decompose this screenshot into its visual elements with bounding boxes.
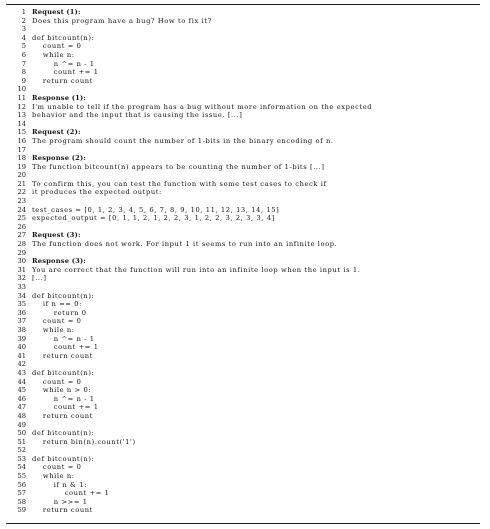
listing-line — [6, 352, 480, 361]
turn-heading: Request (1): — [32, 8, 81, 16]
listing-line — [6, 103, 480, 112]
listing-line — [6, 85, 480, 94]
line-number: 54 — [17, 463, 26, 472]
line-text: I'm unable to tell if the program has a bug without more information on the expected — [32, 102, 373, 111]
listing-line — [6, 403, 480, 412]
listing-line — [6, 489, 480, 498]
listing-line — [6, 171, 480, 180]
turn-heading: Request (3): — [32, 231, 81, 240]
line-number: 4 — [21, 33, 26, 42]
line-number: 6 — [21, 50, 26, 59]
line-text: count += 1 — [32, 403, 99, 412]
line-text: if n == 0: — [32, 300, 82, 309]
line-text: n ^= n - 1 — [32, 334, 95, 343]
listing-line — [6, 137, 480, 146]
listing-frame — [6, 4, 480, 524]
listing-line — [6, 249, 480, 258]
line-number: 53 — [17, 454, 26, 463]
listing-line — [6, 68, 480, 77]
turn-heading: Response (3): — [32, 257, 86, 266]
line-number: 15 — [17, 128, 26, 137]
line-number: 35 — [17, 300, 26, 309]
line-number: 55 — [17, 472, 26, 481]
line-number: 48 — [17, 411, 26, 420]
line-number: 13 — [17, 111, 26, 120]
line-number: 26 — [17, 222, 26, 231]
line-text: return count — [32, 351, 93, 360]
listing-line — [6, 223, 480, 232]
listing-line — [6, 292, 480, 301]
line-number: 12 — [17, 102, 26, 111]
listing-line — [6, 309, 480, 318]
line-number: 49 — [17, 420, 26, 429]
line-text: n ^= n - 1 — [32, 59, 95, 68]
listing-line — [6, 146, 480, 155]
line-text: count += 1 — [32, 489, 110, 498]
listing-line — [6, 120, 480, 129]
line-number: 16 — [17, 136, 26, 145]
line-text: The program should count the number of 1-bits in the binary encoding of n. — [32, 136, 334, 145]
line-number: 10 — [17, 85, 26, 94]
listing-line — [6, 360, 480, 369]
line-text: Does this program have a bug? How to fix it? — [32, 16, 212, 25]
listing-line — [6, 412, 480, 421]
line-text: return count — [32, 76, 93, 85]
line-number: 5 — [21, 42, 26, 51]
line-text: count = 0 — [32, 377, 82, 386]
line-number: 19 — [17, 162, 26, 171]
line-text: while n: — [32, 472, 75, 481]
line-text: if n & 1: — [32, 480, 87, 489]
listing-line — [6, 163, 480, 172]
line-number: 42 — [17, 360, 26, 369]
line-number: 27 — [17, 231, 26, 240]
line-text: count += 1 — [32, 343, 99, 352]
line-number: 7 — [21, 59, 26, 68]
listing-line — [6, 154, 480, 163]
listing-line — [6, 94, 480, 103]
line-number: 51 — [17, 437, 26, 446]
listing-line — [6, 8, 480, 17]
line-number: 40 — [17, 343, 26, 352]
listing-line — [6, 283, 480, 292]
line-number: 20 — [17, 171, 26, 180]
line-number: 37 — [17, 317, 26, 326]
line-number: 32 — [17, 274, 26, 283]
listing-line — [6, 455, 480, 464]
line-number: 14 — [17, 119, 26, 128]
line-text: The function does not work. For input 1 it seems to run into an infinite loop. — [32, 240, 338, 249]
listing-lines — [6, 8, 480, 515]
listing-line — [6, 42, 480, 51]
line-text: count = 0 — [32, 42, 82, 51]
listing-line — [6, 498, 480, 507]
listing-line — [6, 34, 480, 43]
listing-line — [6, 343, 480, 352]
listing-line — [6, 326, 480, 335]
line-number: 41 — [17, 351, 26, 360]
line-number: 22 — [17, 188, 26, 197]
listing-line — [6, 214, 480, 223]
listing-line — [6, 188, 480, 197]
listing-line — [6, 317, 480, 326]
line-text: def bitcount(n): — [32, 368, 95, 377]
line-text: You are correct that the function will run into an infinite loop when the input is 1. — [32, 265, 361, 274]
line-number: 28 — [17, 240, 26, 249]
listing-line — [6, 378, 480, 387]
line-number: 24 — [17, 205, 26, 214]
line-number: 38 — [17, 325, 26, 334]
line-number: 45 — [17, 386, 26, 395]
line-number: 3 — [21, 25, 26, 34]
line-text: it produces the expected output: — [32, 188, 162, 197]
line-text: test_cases = [0, 1, 2, 3, 4, 5, 6, 7, 8, 9, 10, 11, 12, 13, 14, 15] — [32, 205, 280, 214]
line-number: 2 — [21, 16, 26, 25]
line-number: 58 — [17, 497, 26, 506]
line-text: count = 0 — [32, 317, 82, 326]
line-number: 8 — [21, 68, 26, 77]
line-text: count += 1 — [32, 68, 99, 77]
turn-heading: Response (2): — [32, 154, 86, 163]
line-text: expected_output = [0, 1, 1, 2, 1, 2, 2, 3, 1, 2, 2, 3, 2, 3, 3, 4] — [32, 214, 275, 223]
line-text: return 0 — [32, 308, 87, 317]
turn-heading: Response (1): — [32, 93, 86, 102]
listing-line — [6, 128, 480, 137]
listing-line — [6, 266, 480, 275]
listing-line — [6, 335, 480, 344]
listing-line — [6, 240, 480, 249]
line-text: behavior and the input that is causing the issue. [...] — [32, 111, 243, 120]
line-number: 11 — [17, 93, 26, 102]
line-text: count = 0 — [32, 463, 82, 472]
line-text: return count — [32, 411, 93, 420]
listing-line — [6, 206, 480, 215]
line-number: 44 — [17, 377, 26, 386]
line-number: 39 — [17, 334, 26, 343]
line-text: n >>= 1 — [32, 497, 88, 506]
line-text: while n: — [32, 325, 75, 334]
line-text: The function bitcount(n) appears to be counting the number of 1-bits [...] — [32, 162, 325, 171]
listing-line — [6, 60, 480, 69]
listing-line — [6, 438, 480, 447]
line-text: n ^= n - 1 — [32, 394, 95, 403]
line-text: return count — [32, 506, 93, 515]
line-number: 25 — [17, 214, 26, 223]
line-number: 29 — [17, 248, 26, 257]
line-number: 36 — [17, 308, 26, 317]
listing-line — [6, 231, 480, 240]
line-text: To confirm this, you can test the function with some test cases to check if — [32, 179, 327, 188]
line-number: 56 — [17, 480, 26, 489]
line-text: return bin(n).count('1') — [32, 437, 136, 446]
line-number: 23 — [17, 197, 26, 206]
line-number: 17 — [17, 145, 26, 154]
line-text: def bitcount(n): — [32, 33, 95, 42]
listing-line — [6, 51, 480, 60]
line-number: 31 — [17, 265, 26, 274]
listing-line — [6, 77, 480, 86]
line-number: 21 — [17, 179, 26, 188]
line-number: 33 — [17, 283, 26, 291]
line-number: 50 — [17, 429, 26, 438]
listing-line — [6, 300, 480, 309]
turn-heading: Request (2): — [32, 128, 81, 137]
listing-line — [6, 25, 480, 34]
line-number: 43 — [17, 368, 26, 377]
line-number: 34 — [17, 291, 26, 300]
line-text: while n > 0: — [32, 386, 92, 395]
listing-line — [6, 17, 480, 26]
listing-line — [6, 506, 480, 515]
line-number: 1 — [21, 8, 26, 16]
line-text: while n: — [32, 50, 75, 59]
line-number: 30 — [17, 257, 26, 266]
listing-line — [6, 481, 480, 490]
listing-line — [6, 369, 480, 378]
line-number: 9 — [21, 76, 26, 85]
listing-line — [6, 421, 480, 430]
line-text: def bitcount(n): — [32, 291, 95, 300]
line-number: 59 — [17, 506, 26, 515]
listing-line — [6, 386, 480, 395]
line-number: 57 — [17, 489, 26, 498]
line-number: 46 — [17, 394, 26, 403]
listing-line — [6, 463, 480, 472]
line-number: 52 — [17, 446, 26, 455]
line-text: def bitcount(n): — [32, 454, 95, 463]
listing-line — [6, 446, 480, 455]
line-number: 18 — [17, 154, 26, 163]
listing-line — [6, 257, 480, 266]
listing-line — [6, 395, 480, 404]
line-text: def bitcount(n): — [32, 429, 95, 438]
line-text: [...] — [32, 274, 47, 283]
listing-line — [6, 180, 480, 189]
listing-line — [6, 111, 480, 120]
listing-line — [6, 472, 480, 481]
listing-line — [6, 274, 480, 283]
listing-line — [6, 429, 480, 438]
line-number: 47 — [17, 403, 26, 412]
listing-line — [6, 197, 480, 206]
